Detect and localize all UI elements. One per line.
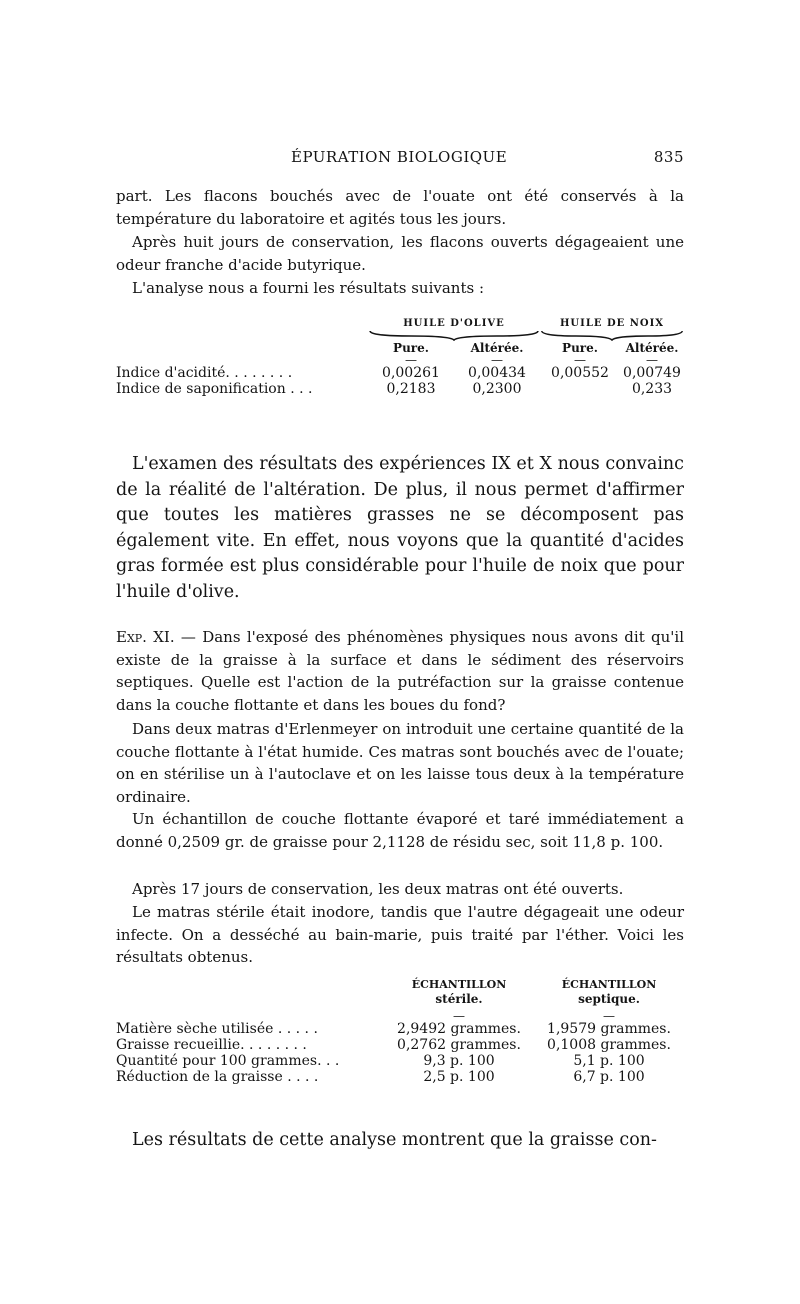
row-label: Matière sèche utilisée . . . . . [116, 1021, 318, 1037]
cell: 0,2300 [472, 381, 522, 397]
paragraph-exp-xi [116, 626, 684, 717]
paragraph-10: Les résultats de cette analyse montrent que la graisse con- [132, 1130, 657, 1150]
cell: 5,1 p. 100 [573, 1053, 645, 1069]
col-walnut-pure: Pure. [562, 341, 598, 355]
cell: 2,5 p. 100 [423, 1069, 495, 1085]
col-septic-header: ÉCHANTILLON septique. [561, 978, 657, 1006]
cell: 0,00552 [551, 365, 609, 381]
brace-olive [368, 329, 540, 341]
col-walnut-altered: Altérée. [625, 341, 679, 355]
page-number: 835 [653, 148, 684, 166]
cell: 9,3 p. 100 [423, 1053, 495, 1069]
cell: 0,00261 [382, 365, 440, 381]
dash: — [574, 353, 586, 367]
col-olive-pure: Pure. [393, 341, 429, 355]
exp-text: — Dans l'exposé des phénomènes physiques nous avons dit qu'il existe de la graisse à la surface et dans le sédiment des réservoirs septiques. Quelle est l'action de la putréfaction sur la graisse contenue dans la couche flottante et dans les boues du fond? [116, 628, 685, 715]
dash: — [603, 1009, 615, 1023]
row-label-saponification: Indice de saponification . . . [116, 381, 313, 397]
group-header-olive: HUILE D'OLIVE [403, 318, 505, 329]
brace-walnut [540, 329, 684, 341]
paragraph-9: Le matras stérile était inodore, tandis que l'autre dégageait une odeur infecte. On a desséché au bain-marie, puis traité par l'éther. Voici les résultats obtenus. [116, 903, 684, 967]
running-header [116, 148, 684, 172]
dash: — [405, 353, 417, 367]
cell [540, 381, 620, 397]
row-label: Quantité pour 100 grammes. . . [116, 1053, 340, 1069]
cell: 0,1008 grammes. [547, 1037, 671, 1053]
cell: 0,233 [631, 381, 673, 397]
group-header-walnut: HUILE DE NOIX [559, 318, 665, 329]
exp-label: Exp. XI. [116, 628, 175, 646]
cell: 0,00434 [468, 365, 526, 381]
table-grease-samples [116, 978, 684, 1085]
col-olive-altered: Altérée. [470, 341, 524, 355]
dash: — [491, 353, 503, 367]
paragraph-8: Après 17 jours de conservation, les deux matras ont été ouverts. [132, 880, 624, 898]
row-label: Réduction de la graisse . . . . [116, 1069, 319, 1085]
paragraph-7: Un échantillon de couche flottante évaporé et taré immédiatement a donné 0,2509 gr. de graisse pour 2,1128 de résidu sec, soit 11,8 p. 100. [116, 810, 684, 851]
table-oil-indices [116, 318, 684, 397]
row-label: Graisse recueillie. . . . . . . . [116, 1037, 307, 1053]
cell: 1,9579 grammes. [547, 1021, 671, 1037]
cell: 6,7 p. 100 [573, 1069, 645, 1085]
paragraph-4: L'examen des résultats des expériences IX et X nous convainc de la réalité de l'altération. De plus, il nous permet d'affirmer que toutes les matières grasses ne se décomposent pas également vite. En effet, nous voyons que la quantité d'acides gras formée est plus considérable pour l'huile de noix que pour l'huile d'olive. [116, 454, 684, 602]
page-title: ÉPURATION BIOLOGIQUE [291, 148, 508, 166]
paragraph-3: L'analyse nous a fourni les résultats suivants : [132, 279, 485, 297]
dash: — [646, 353, 658, 367]
cell: 0,00749 [623, 365, 681, 381]
paragraph-6: Dans deux matras d'Erlenmeyer on introduit une certaine quantité de la couche flottante à l'état humide. Ces matras sont bouchés avec de l'ouate; on en stérilise un à l'autoclave et on les laisse tous deux à la température ordinaire. [116, 720, 684, 807]
cell: 2,9492 grammes. [397, 1021, 521, 1037]
row-label-acidity: Indice d'acidité. . . . . . . . [116, 365, 293, 381]
cell: 0,2183 [386, 381, 436, 397]
dash: — [453, 1009, 465, 1023]
col-sterile-header: ÉCHANTILLON stérile. [411, 978, 507, 1006]
cell: 0,2762 grammes. [397, 1037, 521, 1053]
paragraph-2: Après huit jours de conservation, les flacons ouverts dégageaient une odeur franche d'acide butyrique. [116, 233, 684, 274]
paragraph-1: part. Les flacons bouchés avec de l'ouate ont été conservés à la température du laboratoire et agités tous les jours. [116, 187, 684, 228]
